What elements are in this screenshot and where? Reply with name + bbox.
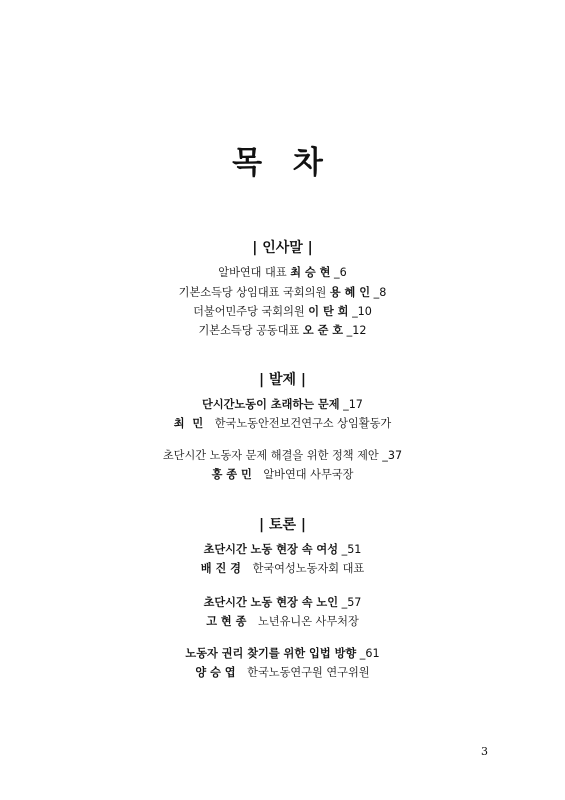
entry-role: 알바연대 대표 xyxy=(218,266,287,279)
entry-name: 최 승 현 xyxy=(290,266,331,279)
page-title: 목 차 xyxy=(232,145,333,181)
speaker-name: 고 현 종 xyxy=(206,615,247,628)
speaker-name: 최 민 xyxy=(173,417,204,430)
topic-title: 초단시간 노동자 문제 해결을 위한 정책 제안 xyxy=(162,449,379,462)
topic-page: _57 xyxy=(341,596,362,609)
entry-name: 용 혜 인 xyxy=(329,286,371,299)
entry-name: 오 준 호 xyxy=(302,324,344,337)
entry-page: _8 xyxy=(373,286,387,299)
entry-page: _12 xyxy=(346,324,367,337)
topic-page: _37 xyxy=(382,449,403,462)
toc-speaker xyxy=(0,613,565,631)
entry-role: 더불어민주당 국회의원 xyxy=(193,305,305,318)
toc-topic xyxy=(0,447,565,465)
toc-entry xyxy=(0,303,565,321)
entry-role: 기본소득당 상임대표 국회의원 xyxy=(178,286,327,299)
topic-title: 초단시간 노동 현장 속 여성 xyxy=(203,543,339,556)
topic-title: 초단시간 노동 현장 속 노인 xyxy=(203,596,339,609)
toc-topic xyxy=(0,645,565,663)
speaker-affiliation: 한국여성노동자회 대표 xyxy=(252,562,365,575)
speaker-name: 배 진 경 xyxy=(200,562,241,575)
topic-page: _17 xyxy=(343,398,363,411)
speaker-affiliation: 한국노동안전보건연구소 상임활동가 xyxy=(214,417,392,430)
topic-page: _61 xyxy=(359,647,380,660)
entry-name: 이 탄 희 xyxy=(308,305,349,318)
entry-page: _10 xyxy=(352,305,372,318)
toc-entry xyxy=(0,322,565,340)
topic-title: 노동자 권리 찾기를 위한 입법 방향 xyxy=(185,647,357,660)
toc-topic xyxy=(0,396,565,414)
speaker-affiliation: 노년유니온 사무처장 xyxy=(257,615,359,628)
speaker-name: 홍 종 민 xyxy=(211,468,252,481)
toc-topic xyxy=(0,594,565,612)
section-heading-presentation: | 발제 | xyxy=(258,372,307,388)
section-heading-greetings: | 인사말 | xyxy=(252,240,313,256)
toc-entry xyxy=(0,284,565,302)
topic-page: _51 xyxy=(341,543,362,556)
entry-role: 기본소득당 공동대표 xyxy=(198,324,300,337)
toc-entry xyxy=(0,264,565,282)
speaker-name: 양 승 엽 xyxy=(195,666,236,679)
toc-topic xyxy=(0,541,565,559)
toc-speaker xyxy=(0,415,565,433)
entry-page: _6 xyxy=(334,266,347,279)
toc-speaker xyxy=(0,664,565,682)
page-number: 3 xyxy=(481,745,488,758)
topic-title: 단시간노동이 초래하는 문제 xyxy=(202,398,340,411)
section-heading-discussion: | 토론 | xyxy=(258,517,307,533)
toc-speaker xyxy=(0,560,565,578)
toc-speaker xyxy=(0,466,565,484)
speaker-affiliation: 한국노동연구원 연구위원 xyxy=(247,666,370,679)
speaker-affiliation: 알바연대 사무국장 xyxy=(263,468,354,481)
